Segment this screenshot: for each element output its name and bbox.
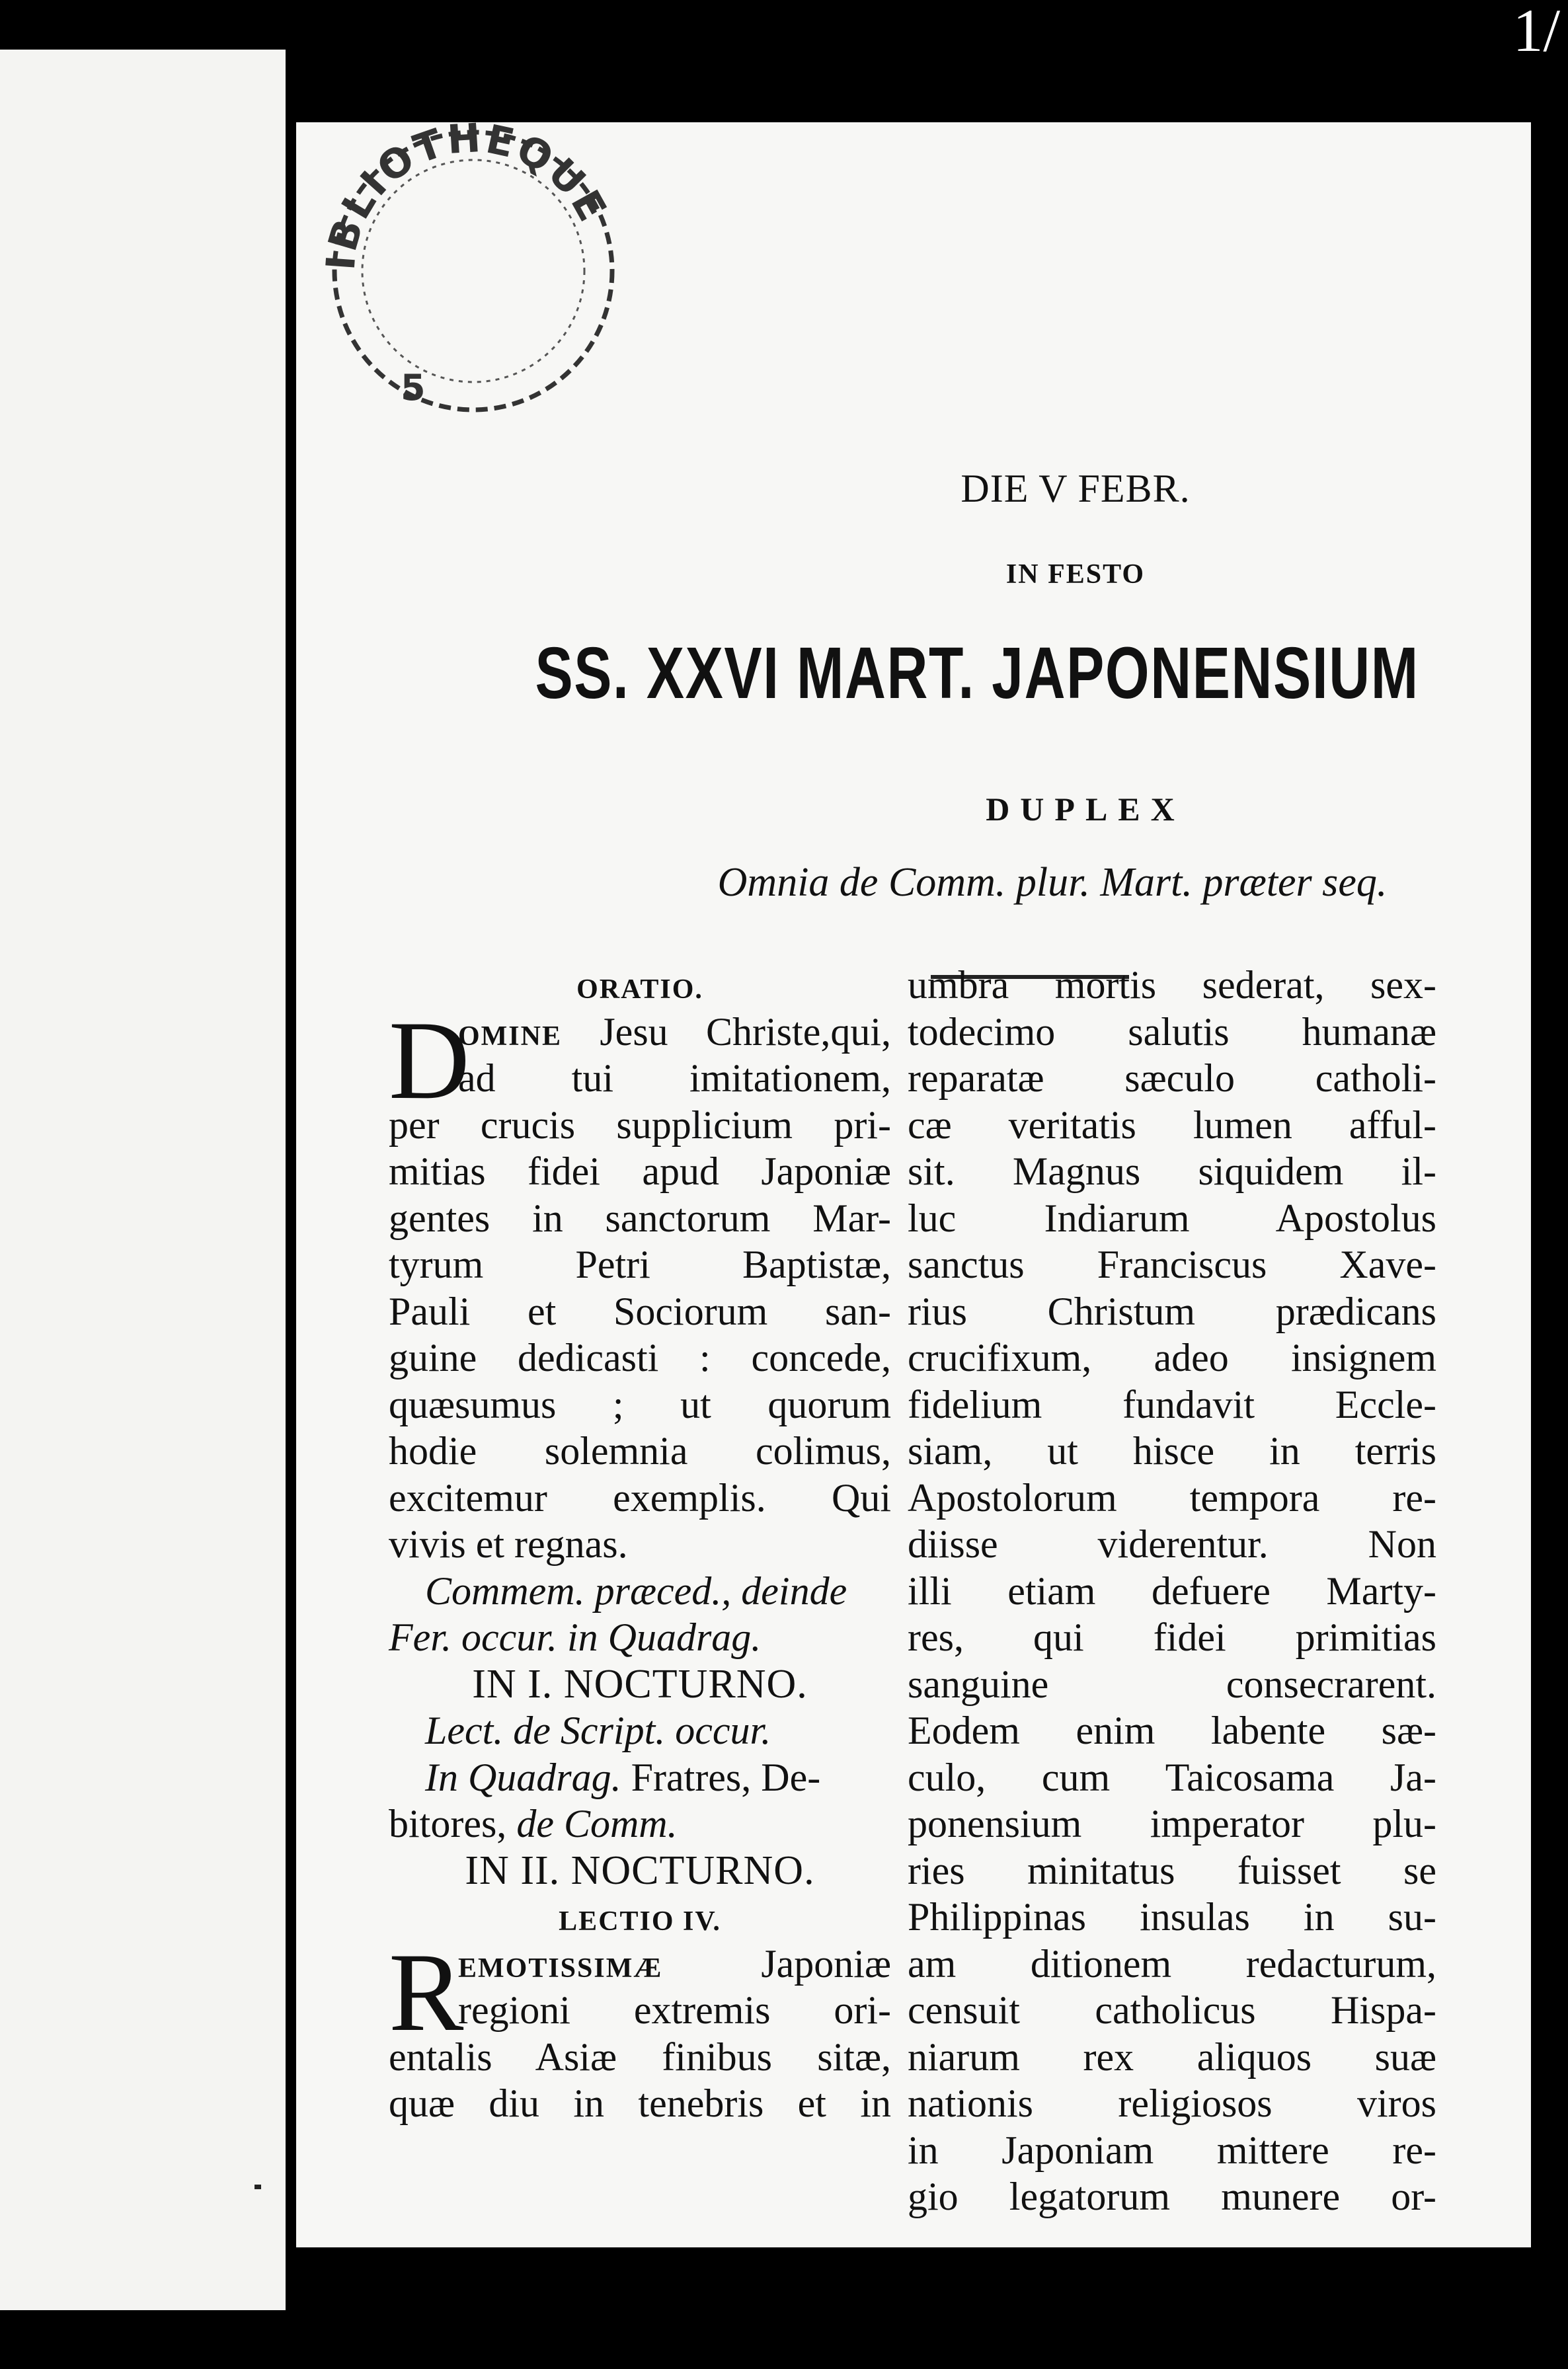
book-page: [296, 114, 1531, 2247]
lectio-line: luc Indiarum Apostolus: [908, 1196, 1436, 1240]
specks: [255, 2185, 261, 2189]
lectio-line: am ditionem redacturum,: [908, 1941, 1436, 1986]
lectio-line: entalis Asiæ finibus sitæ,: [389, 2035, 891, 2079]
left-column: [389, 962, 891, 2127]
lectio-line: sanguine consecrarent.: [908, 1662, 1436, 1706]
feast-date: DIE V FEBR.: [960, 467, 1191, 510]
corner-pencil-mark: 1/: [1512, 0, 1560, 64]
oratio-line: quæsumus ; ut quorum: [389, 1382, 891, 1426]
oratio-line: vivis et regnas.: [389, 1522, 628, 1566]
oratio-line: mitias fidei apud Japoniæ: [389, 1149, 891, 1193]
lectio-line: sanctus Franciscus Xave-: [908, 1243, 1436, 1286]
adjacent-page-edge: [0, 50, 286, 2310]
lectio-line: siam, ut hisce in terris: [908, 1429, 1436, 1473]
lectio-line: censuit catholicus Hispa-: [908, 1988, 1436, 2032]
lectio-line: fidelium fundavit Eccle-: [908, 1382, 1436, 1426]
lectio-line: illi etiam defuere Marty-: [908, 1569, 1436, 1613]
lectio-opening: [389, 1929, 891, 2054]
oratio-line: hodie solemnia colimus,: [389, 1429, 891, 1473]
lectio-line: Eodem enim labente sæ-: [908, 1709, 1436, 1752]
lectio-line: EMOTISSIMÆ Japoniæ: [458, 1941, 891, 1986]
commemoration-rubric: Commem. præced., deinde: [425, 1569, 847, 1613]
lectio-line: regioni extremis ori-: [458, 1988, 891, 2032]
oratio-heading: ORATIO.: [576, 974, 703, 1005]
stamp-text: IBLIOTHEQUE: [317, 114, 617, 272]
lectio-line: quæ diu in tenebris et in: [389, 2081, 891, 2125]
lectio-rubric: Lect. de Script. occur.: [425, 1709, 771, 1752]
lectio-line: ries minitatus fuisset se: [908, 1848, 1436, 1892]
quadragesima-rubric: In Quadrag. Fratres, De-: [425, 1755, 821, 1799]
oratio-line: OMINE Jesu Christe,qui,: [458, 1009, 891, 1054]
lectio-line: sit. Magnus siquidem il-: [908, 1149, 1436, 1193]
svg-text:IBLIOTHEQUE: [317, 114, 617, 272]
oratio-line: gentes in sanctorum Mar-: [389, 1196, 891, 1240]
oratio-line: per crucis supplicium pri-: [389, 1103, 891, 1147]
lectio-line: culo, cum Taicosama Ja-: [908, 1755, 1436, 1799]
oratio-line: ad tui imitationem,: [458, 1056, 891, 1100]
lectio-line: cæ veritatis lumen afful-: [908, 1103, 1436, 1147]
lectio-line: gio legatorum munere or-: [908, 2175, 1436, 2218]
lectio-heading: LECTIO IV.: [559, 1906, 721, 1937]
lectio-line: in Japoniam mittere re-: [908, 2128, 1436, 2172]
lectio-line: niarum rex aliquos suæ: [908, 2035, 1436, 2079]
feast-rank: DUPLEX: [986, 791, 1185, 828]
lectio-line: rius Christum prædicans: [908, 1289, 1436, 1333]
lectio-line: res, qui fidei primitias: [908, 1615, 1436, 1659]
in-festo-label: IN FESTO: [1005, 559, 1146, 590]
feast-title: SS. XXVI MART. JAPONENSIUM: [535, 633, 1419, 714]
lectio-line: nationis religiosos viros: [908, 2081, 1436, 2125]
quadragesima-rubric: bitores, de Comm.: [389, 1802, 678, 1845]
oratio-dropcap: D: [389, 997, 470, 1122]
oratio-line: Pauli et Sociorum san-: [389, 1289, 891, 1333]
stamp-digit: 5: [401, 367, 426, 408]
feast-rubric: Omnia de Comm. plur. Mart. præter seq.: [717, 860, 1388, 905]
lectio-line: crucifixum, adeo insignem: [908, 1336, 1436, 1379]
commemoration-rubric: Fer. occur. in Quadrag.: [389, 1615, 762, 1659]
lectio-line: ponensium imperator plu-: [908, 1802, 1436, 1845]
lectio-dropcap: R: [389, 1929, 464, 2054]
lectio-line: umbra mortis sederat, sex-: [908, 963, 1436, 1007]
nocturn-2-heading: IN II. NOCTURNO.: [465, 1847, 815, 1893]
lectio-line: Apostolorum tempora re-: [908, 1475, 1436, 1520]
oratio-line: excitemur exemplis. Qui: [389, 1475, 891, 1520]
oratio-line: guine dedicasti : concede,: [389, 1336, 891, 1379]
lectio-line: Philippinas insulas in su-: [908, 1895, 1436, 1939]
oratio-opening: [389, 997, 891, 1122]
oratio-line: tyrum Petri Baptistæ,: [389, 1243, 891, 1286]
lectio-line: diisse viderentur. Non: [908, 1522, 1436, 1566]
lectio-line: todecimo salutis humanæ: [908, 1009, 1436, 1054]
right-column: [908, 962, 1436, 2220]
lectio-line: reparatæ sæculo catholi-: [908, 1056, 1436, 1100]
library-stamp: [301, 114, 645, 443]
nocturn-1-heading: IN I. NOCTURNO.: [472, 1661, 808, 1707]
